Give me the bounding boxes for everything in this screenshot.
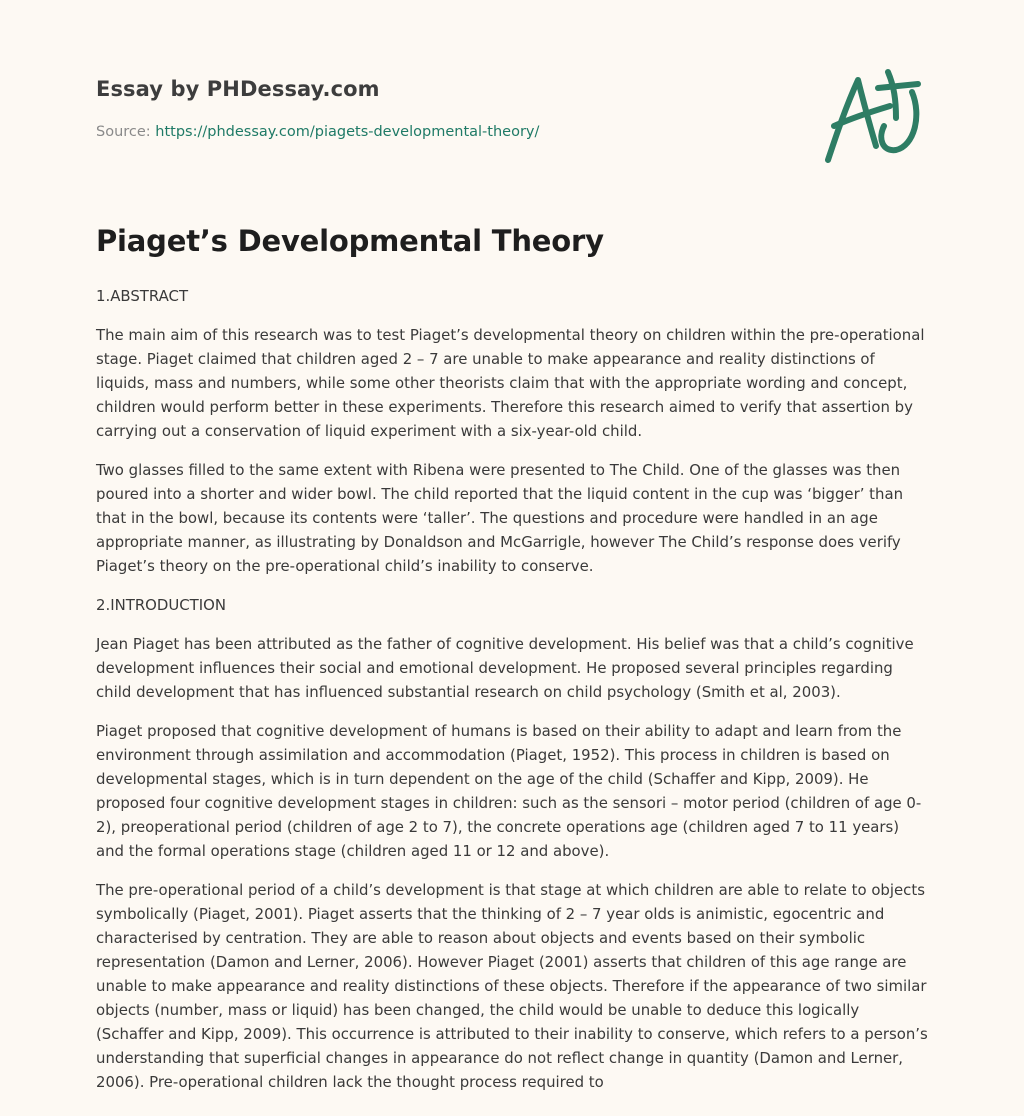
essay-body	[96, 284, 928, 1109]
essay-title: Piaget’s Developmental Theory	[96, 224, 604, 258]
a-plus-logo-icon	[818, 66, 928, 166]
site-brand: Essay by PHDessay.com	[96, 77, 380, 101]
paragraph: Two glasses filled to the same extent with Ribena were presented to The Child. One of the glasses was then poured into a shorter and wider bowl. The child reported that the liquid content in the cup was ‘bigger’ than that in the bowl, because its contents were ‘taller’. The questions and procedure were handled in an age appropriate manner, as illustrating by Donaldson and McGarrigle, however The Child’s response does verify Piaget’s theory on the pre-operational child’s inability to conserve.	[96, 461, 904, 575]
source-label: Source:	[96, 124, 156, 140]
paragraph: The main aim of this research was to test Piaget’s developmental theory on children within the pre-operational stage. Piaget claimed that children aged 2 – 7 are unable to make appearance and reality distinctions of liquids, mass and numbers, while some other theorists claim that with the appropriate wording and concept, children would perform better in these experiments. Therefore this research aimed to verify that assertion by carrying out a conservation of liquid experiment with a six-year-old child.	[96, 326, 925, 440]
source-line	[96, 124, 539, 140]
paragraph: The pre-operational period of a child’s development is that stage at which children are able to relate to objects symbolically (Piaget, 2001). Piaget asserts that the thinking of 2 – 7 year olds is animistic, egocentric and characterised by centration. They are able to reason about objects and events based on their symbolic representation (Damon and Lerner, 2006). However Piaget (2001) asserts that children of this age range are unable to make appearance and reality distinctions of these objects. Therefore if the appearance of two similar objects (number, mass or liquid) has been changed, the child would be unable to deduce this logically (Schaffer and Kipp, 2009). This occurrence is attributed to their inability to conserve, which refers to a person’s understanding that superficial changes in appearance do not reflect change in quantity (Damon and Lerner, 2006). Pre-operational children lack the thought process required to	[96, 881, 928, 1091]
section-heading-introduction: 2.INTRODUCTION	[96, 596, 227, 614]
paragraph: Piaget proposed that cognitive development of humans is based on their ability to adapt and learn from the environment through assimilation and accommodation (Piaget, 1952). This process in children is based on developmental stages, which is in turn dependent on the age of the child (Schaffer and Kipp, 2009). He proposed four cognitive development stages in children: such as the sensori – motor period (children of age 0-2), preoperational period (children of age 2 to 7), the concrete operations age (children aged 7 to 11 years) and the formal operations stage (children aged 11 or 12 and above).	[96, 722, 922, 860]
source-link[interactable]: https://phdessay.com/piagets-developmental-theory/	[155, 124, 540, 140]
section-heading-abstract: 1.ABSTRACT	[96, 287, 189, 305]
paragraph: Jean Piaget has been attributed as the father of cognitive development. His belief was that a child’s cognitive development influences their social and emotional development. He proposed several principles regarding child development that has influenced substantial research on child psychology (Smith et al, 2003).	[96, 635, 914, 701]
